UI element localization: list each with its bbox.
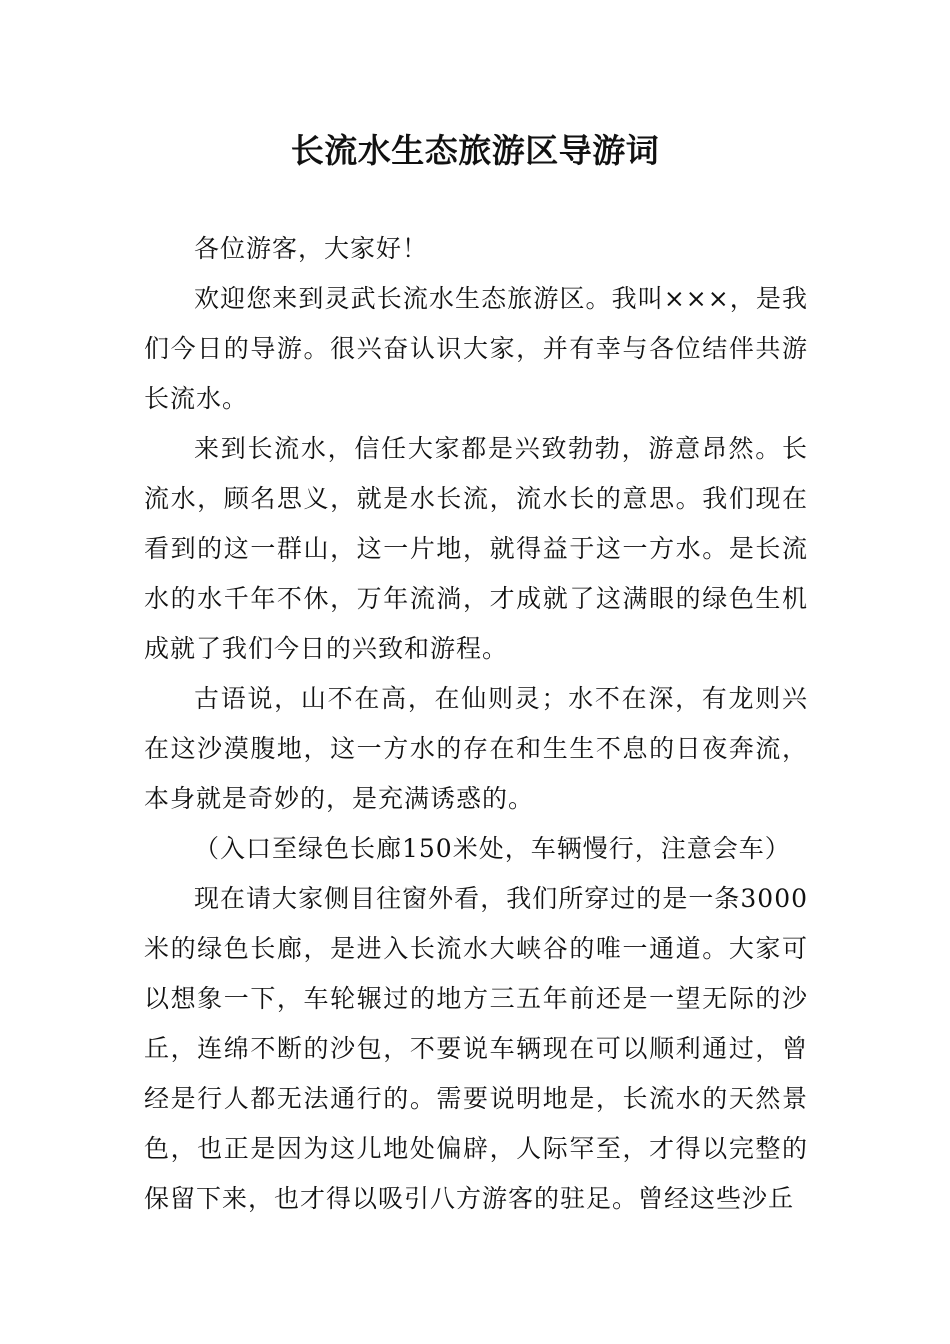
document-title: 长流水生态旅游区导游词 [290,131,660,170]
paragraph-green-corridor: 现在请大家侧目往窗外看，我们所穿过的是一条3000米的绿色长廊，是进入长流水大峡谷的唯一通道。大家可以想象一下，车轮辗过的地方三五年前还是一望无际的沙丘，连绵不断的沙包，不要说车辆现在可以顺利通过，曾经是行人都无法通行的。需要说明地是，长流水的天然景色，也正是因为这儿地处偏辟，人际罕至，才得以完整的保留下来，也才得以吸引八方游客的驻足。曾经这些沙丘 [144,884,808,1213]
paragraph-proverb: 古语说，山不在高，在仙则灵；水不在深，有龙则兴在这沙漠腹地，这一方水的存在和生生不息的日夜奔流，本身就是奇妙的，是充满诱惑的。 [144,684,808,813]
paragraph-stage-direction: （入口至绿色长廊150米处，车辆慢行，注意会车） [194,834,791,863]
paragraph-greeting: 各位游客，大家好！ [194,234,429,263]
paragraph-introduction: 来到长流水，信任大家都是兴致勃勃，游意昂然。长流水，顾名思义，就是水长流，流水长的意思。我们现在看到的这一群山，这一片地，就得益于这一方水。是长流水的水千年不休，万年流淌，才成就了这满眼的绿色生机成就了我们今日的兴致和游程。 [144,434,808,663]
paragraph-welcome: 欢迎您来到灵武长流水生态旅游区。我叫×××，是我们今日的导游。很兴奋认识大家，并有幸与各位结伴共游长流水。 [144,284,808,413]
document-body [144,224,808,1224]
